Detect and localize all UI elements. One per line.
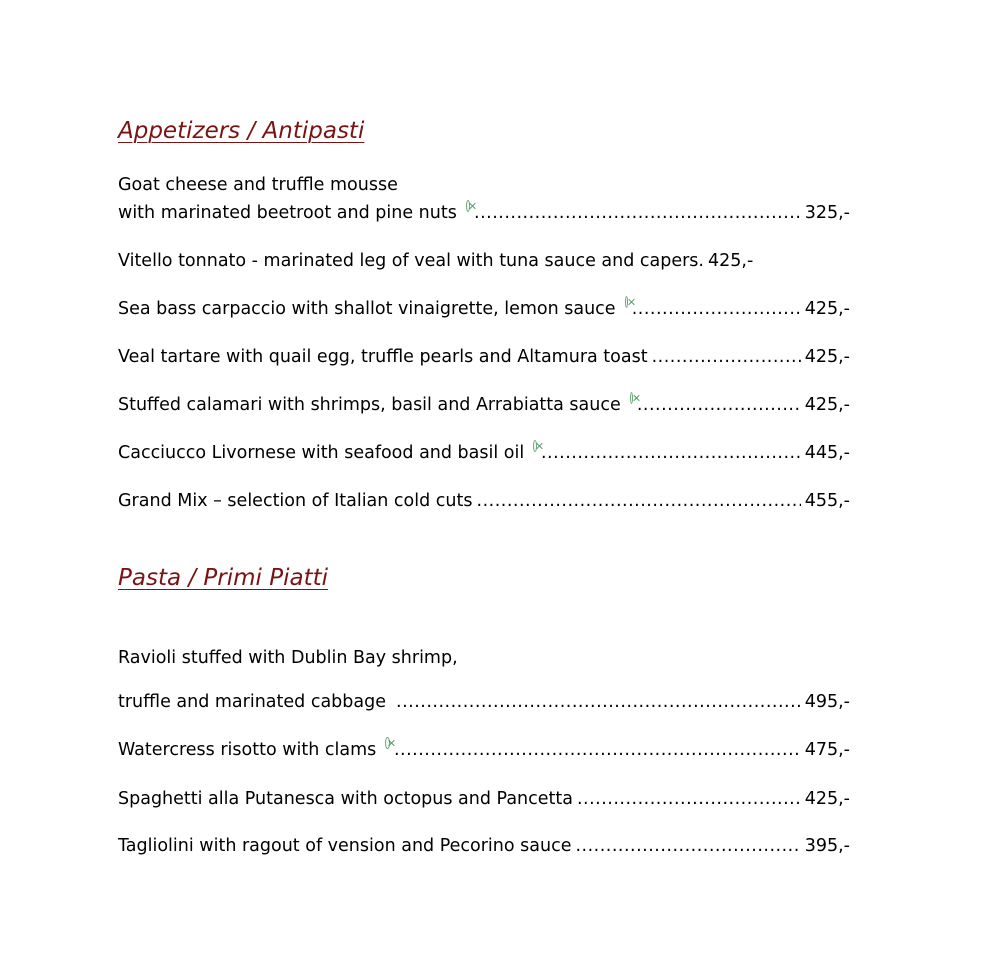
dot-leader — [396, 689, 801, 715]
menu-item-name: truffle and marinated cabbage — [118, 692, 386, 712]
menu-item-name: Goat cheese and truffle mousse — [118, 175, 398, 195]
menu-item-name: Spaghetti alla Putanesca with octopus and Pancetta — [118, 789, 573, 809]
menu-item-name: Stuffed calamari with shrimps, basil and Arrabiatta sauce — [118, 395, 621, 415]
menu-item-price: 475,- — [804, 740, 850, 760]
menu-item-watercress-risotto — [118, 737, 850, 763]
menu-item-sea-bass-carpaccio — [118, 296, 850, 322]
menu-item-spaghetti-putanesca — [118, 786, 850, 812]
menu-item-ravioli-line1 — [118, 645, 850, 671]
appetizers-heading: Appetizers / Antipasti — [118, 118, 365, 144]
pasta-heading: Pasta / Primi Piatti — [118, 565, 329, 591]
menu-item-price: 495,- — [804, 692, 850, 712]
vegetarian-icon — [625, 296, 628, 308]
menu-item-grand-mix — [118, 488, 850, 514]
menu-item-veal-tartare — [118, 344, 850, 370]
menu-item-name: Grand Mix – selection of Italian cold cuts — [118, 491, 473, 511]
dot-leader — [541, 440, 801, 466]
menu-item-price: 425,- — [708, 251, 754, 271]
dot-leader — [394, 737, 801, 763]
dot-leader — [474, 200, 801, 226]
menu-item-name: Watercress risotto with clams — [118, 740, 377, 760]
menu-item-name: Cacciucco Livornese with seafood and basil oil — [118, 443, 525, 463]
menu-item-price: 325,- — [804, 203, 850, 223]
menu-item-name: Ravioli stuffed with Dublin Bay shrimp, — [118, 648, 458, 668]
menu-item-price: 425,- — [804, 789, 850, 809]
dot-leader — [577, 786, 801, 812]
menu-item-goat-cheese — [118, 200, 850, 226]
menu-item-name: Sea bass carpaccio with shallot vinaigrette, lemon sauce — [118, 299, 616, 319]
menu-item-name: with marinated beetroot and pine nuts — [118, 203, 457, 223]
dot-leader — [477, 488, 801, 514]
dot-leader — [652, 344, 801, 370]
menu-item-goat-cheese-line1 — [118, 172, 850, 198]
menu-item-vitello-tonnato — [118, 248, 850, 274]
menu-item-price: 445,- — [804, 443, 850, 463]
vegetarian-icon — [385, 737, 390, 749]
vegetarian-icon — [466, 200, 470, 212]
menu-item-price: 425,- — [804, 299, 850, 319]
menu-item-stuffed-calamari — [118, 392, 850, 418]
menu-item-tagliolini — [118, 833, 850, 859]
dot-leader — [575, 833, 800, 859]
menu-item-ravioli — [118, 689, 850, 715]
menu-item-price: 395,- — [804, 836, 850, 856]
menu-item-name: Vitello tonnato - marinated leg of veal with tuna sauce and capers. — [118, 251, 704, 271]
dot-leader — [637, 392, 801, 418]
menu-item-name: Tagliolini with ragout of vension and Pecorino sauce — [118, 836, 572, 856]
menu-item-name: Veal tartare with quail egg, truffle pearls and Altamura toast — [118, 347, 648, 367]
menu-item-cacciucco — [118, 440, 850, 466]
vegetarian-icon — [630, 392, 633, 404]
menu-item-price: 425,- — [804, 347, 850, 367]
dot-leader — [632, 296, 801, 322]
vegetarian-icon — [533, 440, 537, 452]
menu-item-price: 455,- — [804, 491, 850, 511]
menu-item-price: 425,- — [804, 395, 850, 415]
